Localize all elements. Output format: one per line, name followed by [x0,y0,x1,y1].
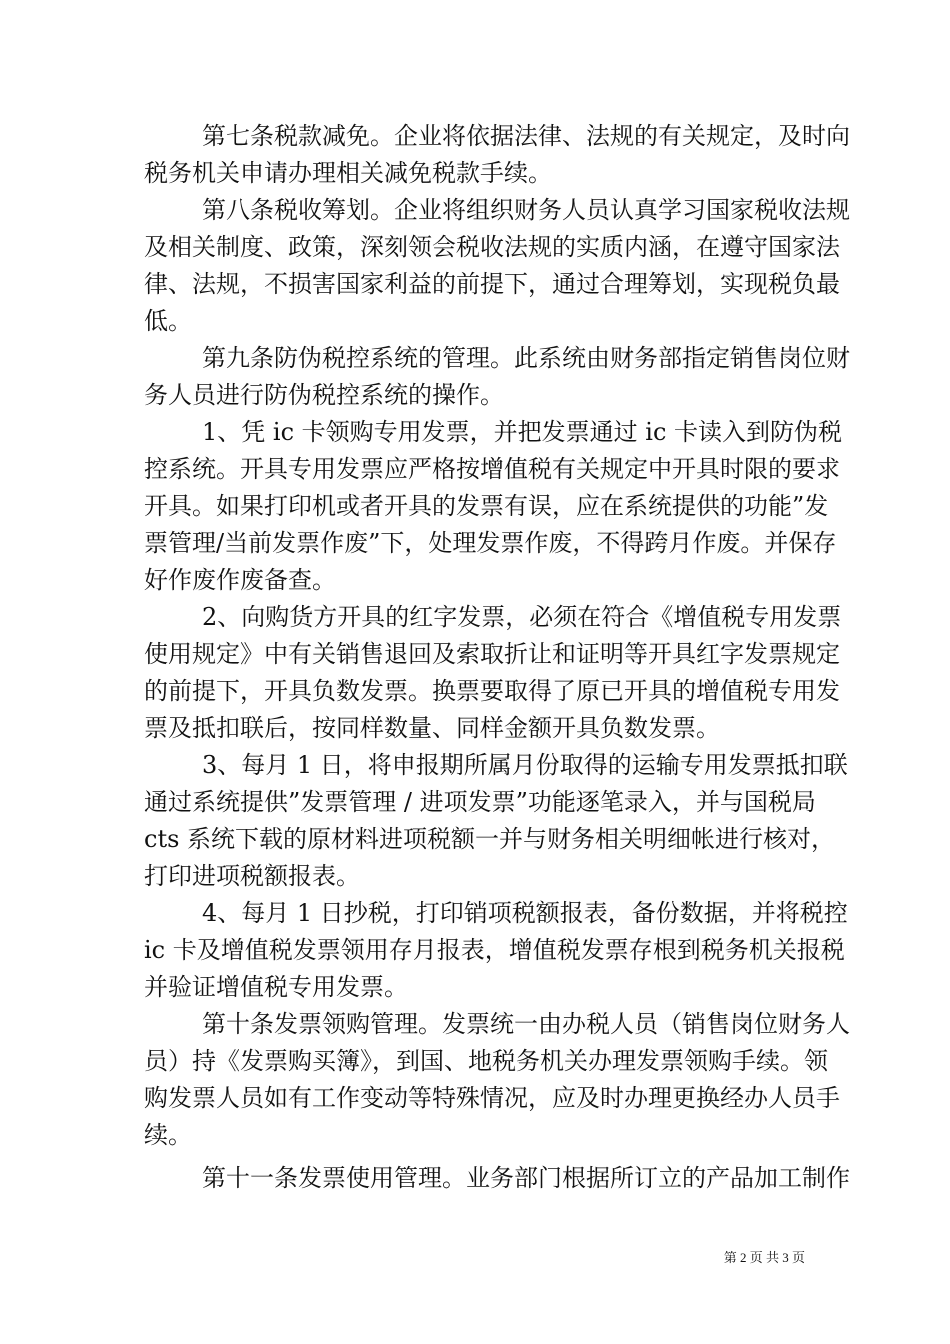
text-line: 开具。如果打印机或者开具的发票有误，应在系统提供的功能”发 [144,492,829,520]
text-line: 续。 [144,1121,192,1149]
text-line: 税务机关申请办理相关减免税款手续。 [144,159,552,187]
text-line: 1、凭 ic 卡领购专用发票，并把发票通过 ic 卡读入到防伪税 [202,418,843,446]
paragraph [144,118,850,192]
text-line: 购发票人员如有工作变动等特殊情况，应及时办理更换经办人员手 [144,1084,840,1112]
paragraph [144,192,850,340]
text-line: 务人员进行防伪税控系统的操作。 [144,381,504,409]
text-line: 票及抵扣联后，按同样数量、同样金额开具负数发票。 [144,714,720,742]
text-line: 第八条税收筹划。企业将组织财务人员认真学习国家税收法规 [202,196,850,224]
text-line: 好作废作废备查。 [144,566,336,594]
text-line: 第十条发票领购管理。发票统一由办税人员（销售岗位财务人 [202,1010,850,1038]
text-line: 并验证增值税专用发票。 [144,973,408,1001]
text-line: 通过系统提供”发票管理 / 进项发票”功能逐笔录入，并与国税局 [144,788,816,816]
text-line: 2、向购货方开具的红字发票，必须在符合《增值税专用发票 [202,603,842,631]
page-number: 第 2 页 共 3 页 [723,1250,805,1265]
text-line: 第九条防伪税控系统的管理。此系统由财务部指定销售岗位财 [202,344,850,372]
paragraph [144,1006,850,1154]
text-line: 3、每月 1 日，将申报期所属月份取得的运输专用发票抵扣联 [202,751,848,779]
text-line: 低。 [144,307,192,335]
text-line: 控系统。开具专用发票应严格按增值税有关规定中开具时限的要求 [144,455,840,483]
paragraph [144,340,850,414]
paragraph [144,1160,850,1197]
text-line: 及相关制度、政策，深刻领会税收法规的实质内涵，在遵守国家法 [144,233,840,261]
text-line: 票管理/当前发票作废”下，处理发票作废，不得跨月作废。并保存 [144,529,837,557]
text-line: 的前提下，开具负数发票。换票要取得了原已开具的增值税专用发 [144,677,840,705]
text-line: 使用规定》中有关销售退回及索取折让和证明等开具红字发票规定 [144,640,840,668]
paragraph [144,895,848,1006]
text-line: 员）持《发票购买簿》，到国、地税务机关办理发票领购手续。领 [144,1047,828,1075]
text-line: 律、法规，不损害国家利益的前提下，通过合理筹划，实现税负最 [144,270,840,298]
text-line: 第十一条发票使用管理。业务部门根据所订立的产品加工制作 [202,1164,850,1192]
paragraph [144,414,843,599]
text-line: cts 系统下载的原材料进项税额一并与财务相关明细帐进行核对， [144,825,836,853]
text-line: 第七条税款减免。企业将依据法律、法规的有关规定，及时向 [202,122,850,150]
document-body [144,118,850,1197]
text-line: 4、每月 1 日抄税，打印销项税额报表，备份数据，并将税控 [202,899,848,927]
text-line: 打印进项税额报表。 [144,862,360,890]
paragraph [144,599,842,747]
paragraph [144,747,848,895]
text-line: ic 卡及增值税发票领用存月报表，增值税发票存根到税务机关报税 [144,936,845,964]
